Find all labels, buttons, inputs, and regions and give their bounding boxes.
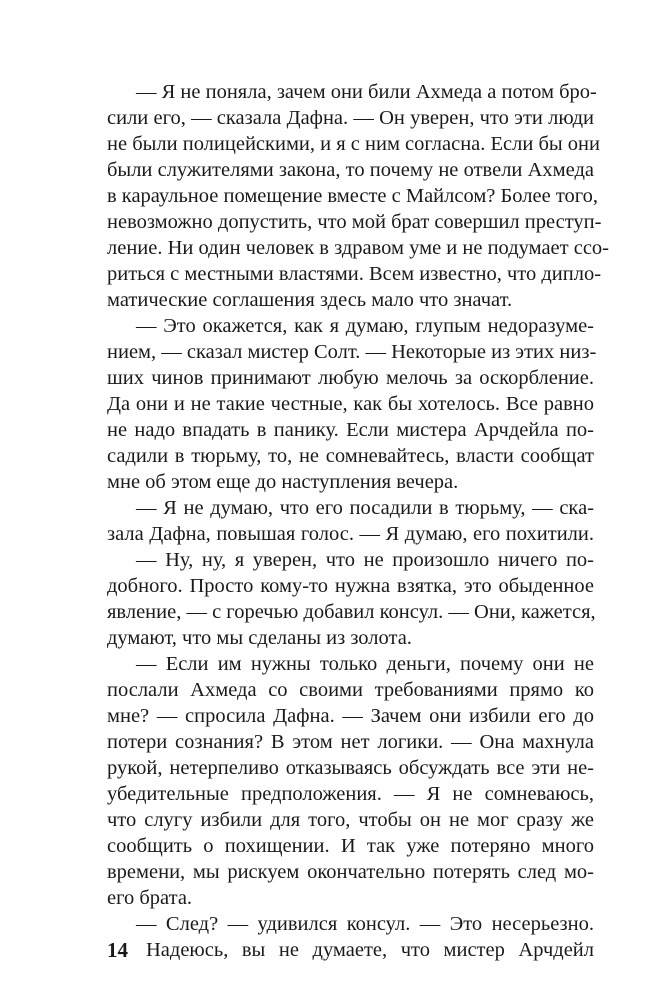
text-line: сообщить о похищении. И так уже потеряно много: [107, 835, 594, 857]
text-line: — След? — удивился консул. — Это несерьезно.: [136, 913, 594, 935]
text-line: — Если им нужны только деньги, почему они не: [136, 653, 594, 675]
page-number: 14: [107, 938, 128, 962]
text-line: его брата.: [107, 887, 193, 909]
text-line: убедительные предположения. — Я не сомневаюсь,: [107, 783, 594, 805]
text-line: мне? — спросила Дафна. — Зачем они избили его до: [107, 705, 594, 727]
text-line: Надеюсь, вы не думаете, что мистер Арчдейл: [146, 939, 594, 961]
text-line: матические соглашения здесь мало что значат.: [107, 289, 513, 311]
text-line: что слугу избили для того, чтобы он не мог сразу же: [107, 809, 594, 831]
text-line: добного. Просто кому-то нужна взятка, это обыденное: [107, 575, 594, 597]
text-line: — Я не думаю, что его посадили в тюрьму, — ска-: [136, 497, 594, 519]
text-line: ших чинов принимают любую мелочь за оскорбление.: [107, 367, 594, 389]
text-line: зала Дафна, повышая голос. — Я думаю, его похитили.: [107, 523, 594, 545]
text-line: Да они и не такие честные, как бы хотелось. Все равно: [107, 393, 594, 415]
text-line: сили его, — сказала Дафна. — Он уверен, что эти люди: [107, 107, 594, 129]
text-line: садили в тюрьму, то, не сомневайтесь, власти сообщат: [107, 445, 594, 467]
text-line: явление, — с горечью добавил консул. — Они, кажется,: [107, 601, 596, 623]
text-line: думают, что мы сделаны из золота.: [107, 627, 412, 649]
text-line: — Ну, ну, я уверен, что не произошло ничего по-: [136, 549, 594, 571]
text-line: времени, мы рискуем окончательно потерять след мо-: [107, 861, 594, 883]
text-line: нием, — сказал мистер Солт. — Некоторые из этих низ-: [107, 341, 597, 363]
text-line: в караульное помещение вместе с Майлсом? Более того,: [107, 185, 599, 207]
text-line: ление. Ни один человек в здравом уме и не подумает ссо-: [107, 237, 610, 259]
text-line: послали Ахмеда со своими требованиями прямо ко: [107, 679, 594, 701]
text-line: мне об этом еще до наступления вечера.: [107, 471, 459, 493]
text-line: — Это окажется, как я думаю, глупым недоразуме-: [136, 315, 594, 337]
text-line: невозможно допустить, что мой брат совершил преступ-: [107, 211, 602, 233]
text-line: не надо впадать в панику. Если мистера Арчдейла по-: [107, 419, 594, 441]
text-line: были служителями закона, то почему не отвели Ахмеда: [107, 159, 594, 181]
text-line: риться с местными властями. Всем известно, что дипло-: [107, 263, 602, 285]
text-line: не были полицейскими, и я с ним согласна. Если бы они: [107, 133, 600, 155]
text-line: рукой, нетерпеливо отказываясь обсуждать все эти не-: [107, 757, 594, 779]
text-line: — Я не поняла, зачем они били Ахмеда а потом бро-: [136, 81, 597, 103]
text-line: потери сознания? В этом нет логики. — Она махнула: [107, 731, 594, 753]
